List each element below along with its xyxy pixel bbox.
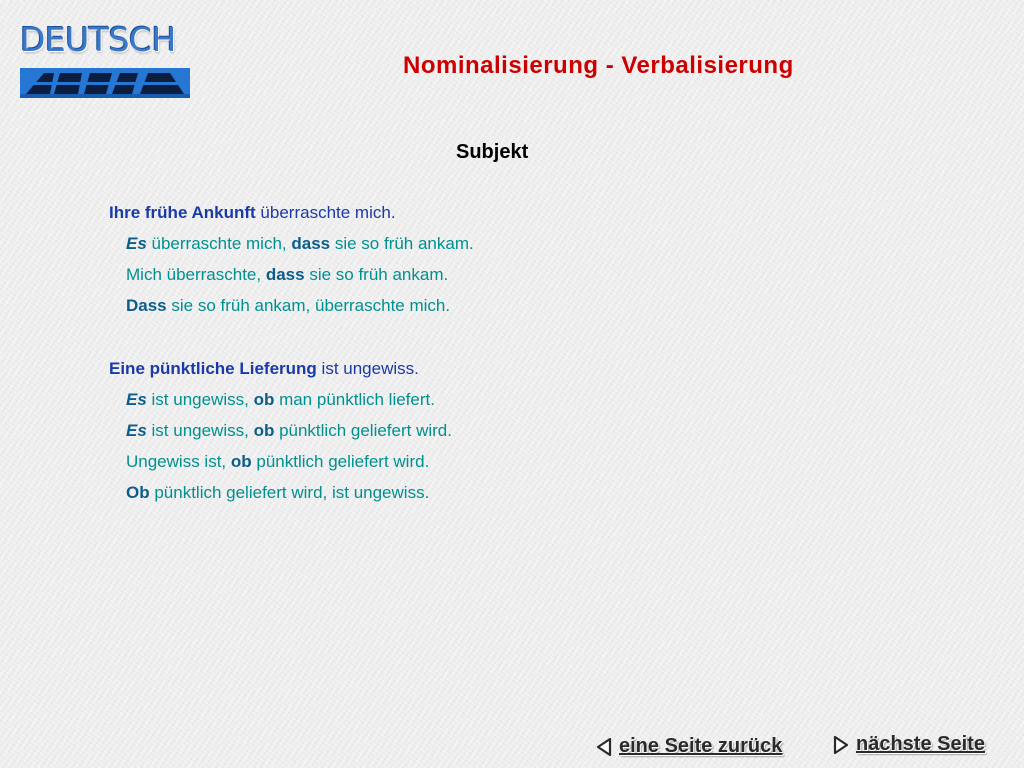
keyword-es: Es xyxy=(126,390,147,409)
deutsch-aktiv-logo xyxy=(20,22,192,102)
text-fragment: überraschte mich, xyxy=(146,234,292,253)
sentence-rest: überraschte mich. xyxy=(255,203,396,222)
next-page-link[interactable] xyxy=(832,733,985,756)
variant-2-3 xyxy=(126,452,429,472)
variant-2-4 xyxy=(126,483,429,503)
keyword-ob: ob xyxy=(253,390,275,409)
previous-page-label: eine Seite zurück xyxy=(619,735,783,757)
keyword-es: Es xyxy=(126,234,147,253)
variant-2-1 xyxy=(126,390,435,410)
text-fragment: sie so früh ankam. xyxy=(330,234,474,253)
variant-1-2 xyxy=(126,265,448,285)
triangle-left-icon xyxy=(595,737,613,757)
sentence-rest: ist ungewiss. xyxy=(316,359,419,378)
keyword-ob: ob xyxy=(253,421,275,440)
keyword-dass: Dass xyxy=(126,296,167,315)
text-fragment: pünktlich geliefert wird. xyxy=(274,421,452,440)
page-title: Nominalisierung - Verbalisierung xyxy=(403,52,794,79)
keyword-ob: Ob xyxy=(126,483,150,502)
section-title: Subjekt xyxy=(456,141,529,163)
variant-1-3 xyxy=(126,296,450,316)
text-fragment: sie so früh ankam. xyxy=(304,265,449,284)
text-fragment: man pünktlich liefert. xyxy=(274,390,435,409)
keyword-ob: ob xyxy=(230,452,252,471)
text-fragment: pünktlich geliefert wird. xyxy=(251,452,430,471)
text-fragment: sie so früh ankam, überraschte mich. xyxy=(166,296,451,315)
nominal-phrase: Eine pünktliche Lieferung xyxy=(109,359,317,378)
keyword-dass: dass xyxy=(291,234,331,253)
logo-wordmark: DEUTSCH xyxy=(20,20,176,59)
next-page-label: nächste Seite xyxy=(856,733,985,755)
keyword-es: Es xyxy=(126,421,147,440)
variant-1-1 xyxy=(126,234,474,254)
text-fragment: ist ungewiss, xyxy=(146,390,254,409)
text-fragment: Mich überraschte, xyxy=(126,265,266,284)
text-fragment: pünktlich geliefert wird, ist ungewiss. xyxy=(149,483,430,502)
variant-2-2 xyxy=(126,421,452,441)
logo-band-graphic xyxy=(20,68,190,98)
triangle-right-icon xyxy=(832,735,850,755)
text-fragment: Ungewiss ist, xyxy=(126,452,231,471)
example-sentence-1 xyxy=(109,203,396,223)
nominal-phrase: Ihre frühe Ankunft xyxy=(109,203,256,222)
logo-band xyxy=(20,68,190,98)
example-sentence-2 xyxy=(109,359,419,379)
keyword-dass: dass xyxy=(265,265,305,284)
text-fragment: ist ungewiss, xyxy=(146,421,254,440)
previous-page-link[interactable] xyxy=(595,735,782,758)
